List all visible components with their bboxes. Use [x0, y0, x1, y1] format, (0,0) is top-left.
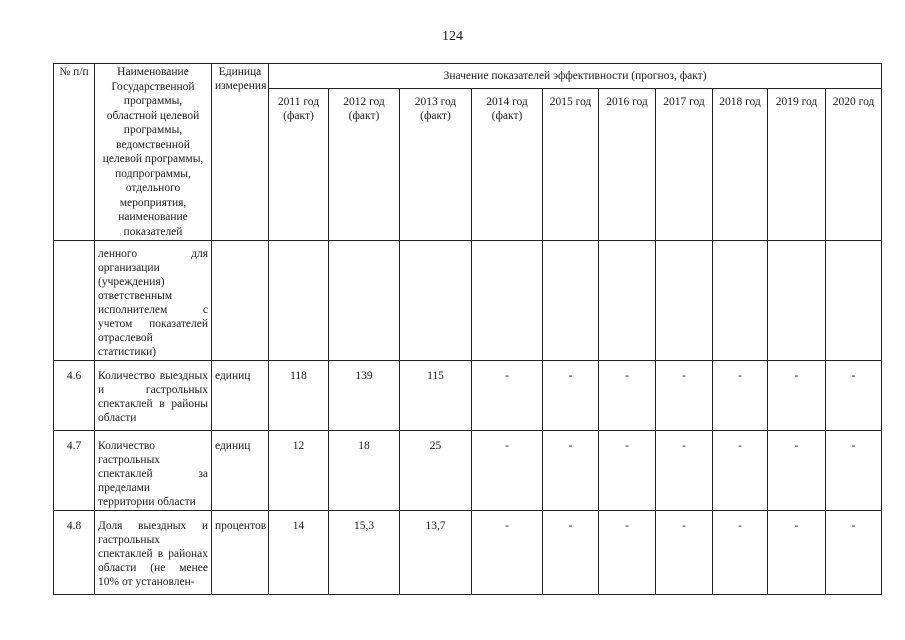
row-value: -: [826, 361, 882, 431]
row-value: -: [656, 431, 713, 511]
header-year-2011: 2011 год (факт): [269, 89, 329, 241]
row-name: ленного для организации (учреждения) ответственным исполнителем с учетом показателей отраслевой статистики): [95, 241, 212, 361]
row-value: 115: [400, 361, 472, 431]
row-value: 12: [269, 431, 329, 511]
header-year-2014: 2014 год (факт): [472, 89, 543, 241]
header-year-2018: 2018 год: [713, 89, 768, 241]
table-row: [54, 511, 882, 595]
row-value: -: [826, 431, 882, 511]
row-value: -: [472, 511, 543, 595]
header-num: № п/п: [54, 64, 95, 241]
row-value: -: [656, 361, 713, 431]
row-num: 4.7: [54, 431, 95, 511]
header-year-2015: 2015 год: [543, 89, 599, 241]
header-year-2019: 2019 год: [768, 89, 826, 241]
header-year-2016: 2016 год: [599, 89, 656, 241]
row-unit: единиц: [212, 361, 269, 431]
row-value: -: [472, 431, 543, 511]
row-value: -: [826, 511, 882, 595]
row-value: -: [713, 431, 768, 511]
row-value: [400, 241, 472, 361]
header-unit: Единица измерения: [212, 64, 269, 241]
header-year-2020: 2020 год: [826, 89, 882, 241]
page-number: 124: [442, 29, 463, 44]
row-value: -: [543, 431, 599, 511]
row-value: 139: [329, 361, 400, 431]
row-value: [768, 241, 826, 361]
row-num: 4.8: [54, 511, 95, 595]
row-name: Количество выездных и гастрольных спектаклей в районы области: [95, 361, 212, 431]
row-value: 18: [329, 431, 400, 511]
row-num: [54, 241, 95, 361]
row-value: -: [599, 361, 656, 431]
row-value: -: [768, 361, 826, 431]
row-name: Количество гастрольных спектаклей за пределами территории области: [95, 431, 212, 511]
row-unit: процентов: [212, 511, 269, 595]
row-value: -: [543, 361, 599, 431]
row-value: -: [768, 431, 826, 511]
row-value: -: [656, 511, 713, 595]
row-value: 118: [269, 361, 329, 431]
row-value: [329, 241, 400, 361]
row-value: [472, 241, 543, 361]
row-value: 14: [269, 511, 329, 595]
header-year-2013: 2013 год (факт): [400, 89, 472, 241]
table-row: [54, 361, 882, 431]
row-unit: единиц: [212, 431, 269, 511]
row-value: -: [768, 511, 826, 595]
row-value: [656, 241, 713, 361]
row-value: -: [713, 361, 768, 431]
row-num: 4.6: [54, 361, 95, 431]
header-year-2012: 2012 год (факт): [329, 89, 400, 241]
row-value: 25: [400, 431, 472, 511]
table-row: [54, 431, 882, 511]
row-value: -: [599, 431, 656, 511]
row-value: -: [472, 361, 543, 431]
row-name: Доля выездных и гастрольных спектаклей в районах области (не менее 10% от установлен-: [95, 511, 212, 595]
row-value: [713, 241, 768, 361]
row-value: -: [599, 511, 656, 595]
indicators-table: [53, 63, 882, 595]
row-value: [599, 241, 656, 361]
table-row: [54, 241, 882, 361]
row-unit: [212, 241, 269, 361]
row-value: 13,7: [400, 511, 472, 595]
header-name: Наименование Государственной программы, областной целевой программы, ведомственной целевой программы, подпрограммы, отдельного мероприятия, наименование показателей: [95, 64, 212, 241]
row-value: 15,3: [329, 511, 400, 595]
header-values-title: Значение показателей эффективности (прогноз, факт): [269, 64, 882, 89]
row-value: [269, 241, 329, 361]
row-value: -: [543, 511, 599, 595]
row-value: -: [713, 511, 768, 595]
row-value: [826, 241, 882, 361]
row-value: [543, 241, 599, 361]
header-year-2017: 2017 год: [656, 89, 713, 241]
